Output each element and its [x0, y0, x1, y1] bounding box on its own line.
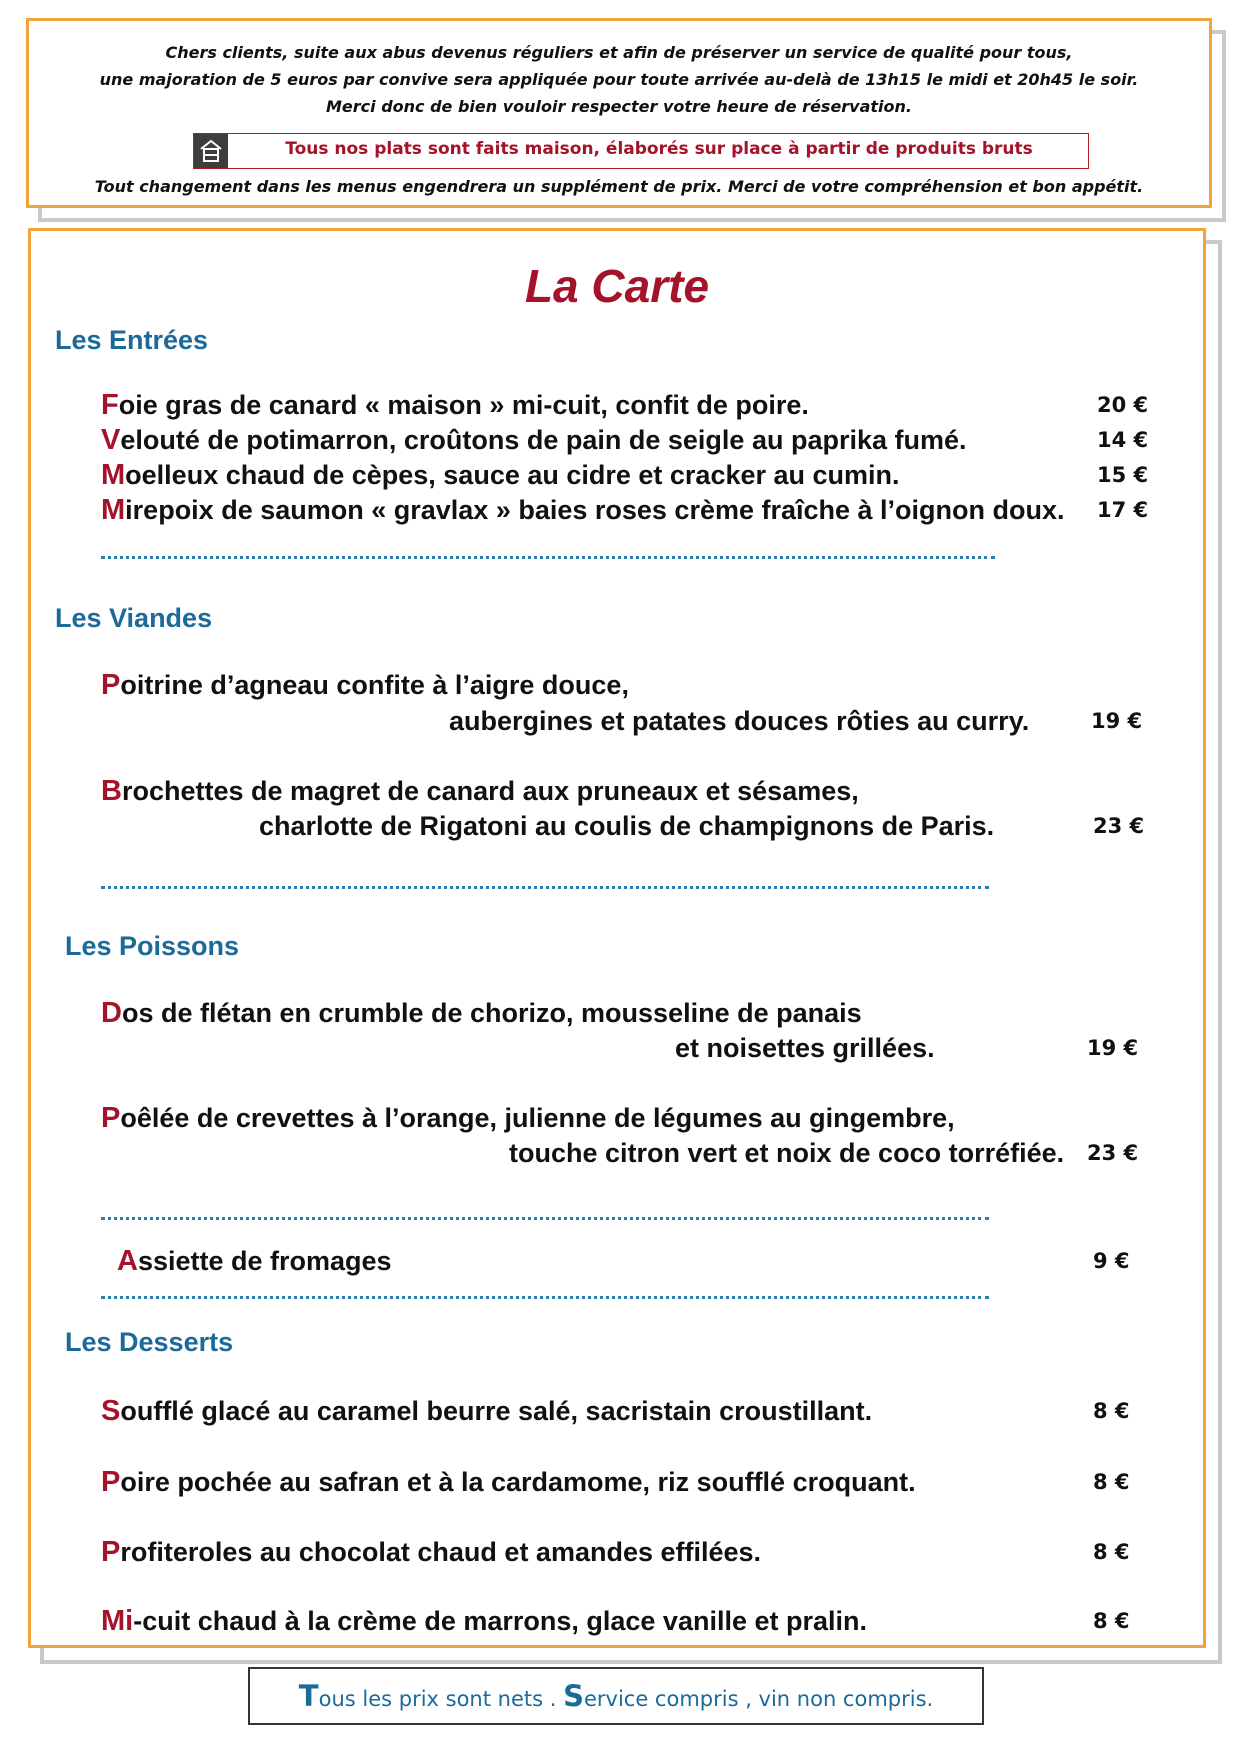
dish-dessert-4 — [101, 1604, 867, 1638]
dish-initial: F — [101, 389, 119, 421]
section-viandes-heading: Les Viandes — [55, 603, 213, 633]
price-poisson-1: 19 € — [1087, 1036, 1139, 1060]
dish-initial: P — [101, 1102, 121, 1134]
price-dessert-2: 8 € — [1093, 1470, 1130, 1494]
footer-initial-s: S — [563, 1679, 584, 1713]
dish-entree-4 — [101, 493, 1065, 527]
dish-initial: D — [101, 997, 122, 1029]
price-viande-1: 19 € — [1091, 709, 1143, 733]
dish-initial: V — [101, 424, 121, 456]
price-dessert-4: 8 € — [1093, 1609, 1130, 1633]
dish-dessert-3 — [101, 1535, 761, 1569]
dish-initial: B — [101, 775, 122, 807]
dish-poisson-2-line2: touche citron vert et noix de coco torréfiée. — [509, 1138, 1065, 1168]
dotted-divider — [101, 1296, 989, 1299]
menu-box — [28, 228, 1206, 1648]
section-entrees-heading: Les Entrées — [55, 325, 209, 355]
section-poissons-heading: Les Poissons — [65, 931, 240, 961]
footer-part-1: ous les prix sont nets . — [318, 1687, 564, 1711]
dish-initial: Mi — [101, 1605, 134, 1637]
dotted-divider — [101, 886, 989, 889]
dish-text: oêlée de crevettes à l’orange, julienne de légumes au gingembre, — [120, 1103, 955, 1133]
price-poisson-2: 23 € — [1087, 1141, 1139, 1165]
menu-title: La Carte — [524, 260, 710, 312]
dish-text: elouté de potimarron, croûtons de pain de seigle au paprika fumé. — [120, 425, 967, 455]
dish-text: os de flétan en crumble de chorizo, mousseline de panais — [121, 998, 862, 1028]
dish-text: rofiteroles au chocolat chaud et amandes effilées. — [120, 1537, 762, 1567]
dish-text: oelleux chaud de cèpes, sauce au cidre et cracker au cumin. — [125, 460, 900, 490]
price-entree-3: 15 € — [1097, 463, 1149, 487]
dish-viande-2-line2: charlotte de Rigatoni au coulis de champignons de Paris. — [259, 811, 995, 841]
dish-initial: P — [101, 669, 121, 701]
dotted-divider — [101, 1217, 989, 1220]
footer-box — [248, 1667, 984, 1725]
homemade-banner — [193, 133, 1089, 169]
notice-line-3: Merci donc de bien vouloir respecter votre heure de réservation. — [326, 97, 912, 116]
dish-initial: S — [101, 1395, 121, 1427]
price-entree-4: 17 € — [1097, 498, 1149, 522]
dish-initial: A — [117, 1245, 138, 1277]
notice-line-4: Tout changement dans les menus engendrera un supplément de prix. Merci de votre compréhension et bon appétit. — [94, 177, 1144, 196]
price-dessert-1: 8 € — [1093, 1399, 1130, 1423]
dish-fromages — [117, 1244, 392, 1278]
price-fromages: 9 € — [1093, 1249, 1130, 1273]
dish-text: irepoix de saumon « gravlax » baies roses crème fraîche à l’oignon doux. — [125, 495, 1065, 525]
footer-part-2: ervice compris , vin non compris. — [583, 1687, 934, 1711]
notice-line-1: Chers clients, suite aux abus devenus réguliers et afin de préserver un service de qualité pour tous, — [165, 43, 1073, 62]
dish-initial: M — [101, 494, 126, 526]
dish-initial: P — [101, 1466, 121, 1498]
price-dessert-3: 8 € — [1093, 1540, 1130, 1564]
homemade-text: Tous nos plats sont faits maison, élaborés sur place à partir de produits bruts — [285, 139, 1033, 159]
dish-text: rochettes de magret de canard aux pruneaux et sésames, — [121, 776, 859, 806]
fait-maison-house-icon — [194, 134, 228, 168]
footer-initial-t: T — [298, 1679, 319, 1713]
dish-entree-3 — [101, 458, 900, 492]
dish-entree-1 — [101, 388, 809, 422]
footer-text — [250, 1669, 982, 1726]
dish-text: -cuit chaud à la crème de marrons, glace vanille et pralin. — [133, 1606, 867, 1636]
price-viande-2: 23 € — [1093, 814, 1145, 838]
price-entree-2: 14 € — [1097, 428, 1149, 452]
dish-poisson-1-line2: et noisettes grillées. — [675, 1033, 935, 1063]
dish-text: ssiette de fromages — [137, 1246, 392, 1276]
dish-dessert-2 — [101, 1465, 916, 1499]
dotted-divider — [101, 556, 995, 559]
dish-viande-1-line2: aubergines et patates douces rôties au curry. — [449, 706, 1030, 736]
dish-text: oitrine d’agneau confite à l’aigre douce, — [120, 670, 629, 700]
dish-text: oufflé glacé au caramel beurre salé, sacristain croustillant. — [120, 1396, 873, 1426]
dish-poisson-2 — [101, 1101, 955, 1135]
dish-text: oie gras de canard « maison » mi-cuit, confit de poire. — [118, 390, 809, 420]
notice-line-2: une majoration de 5 euros par convive sera appliquée pour toute arrivée au-delà de 13h15 le midi et 20h45 le soir. — [99, 70, 1139, 89]
dish-dessert-1 — [101, 1394, 872, 1428]
dish-viande-1 — [101, 668, 629, 702]
dish-viande-2 — [101, 774, 859, 808]
section-desserts-heading: Les Desserts — [65, 1327, 234, 1357]
dish-poisson-1 — [101, 996, 862, 1030]
dish-text: oire pochée au safran et à la cardamome, riz soufflé croquant. — [120, 1467, 916, 1497]
price-entree-1: 20 € — [1097, 393, 1149, 417]
dish-initial: P — [101, 1536, 121, 1568]
dish-entree-2 — [101, 423, 967, 457]
dish-initial: M — [101, 459, 126, 491]
notice-box — [26, 18, 1212, 208]
